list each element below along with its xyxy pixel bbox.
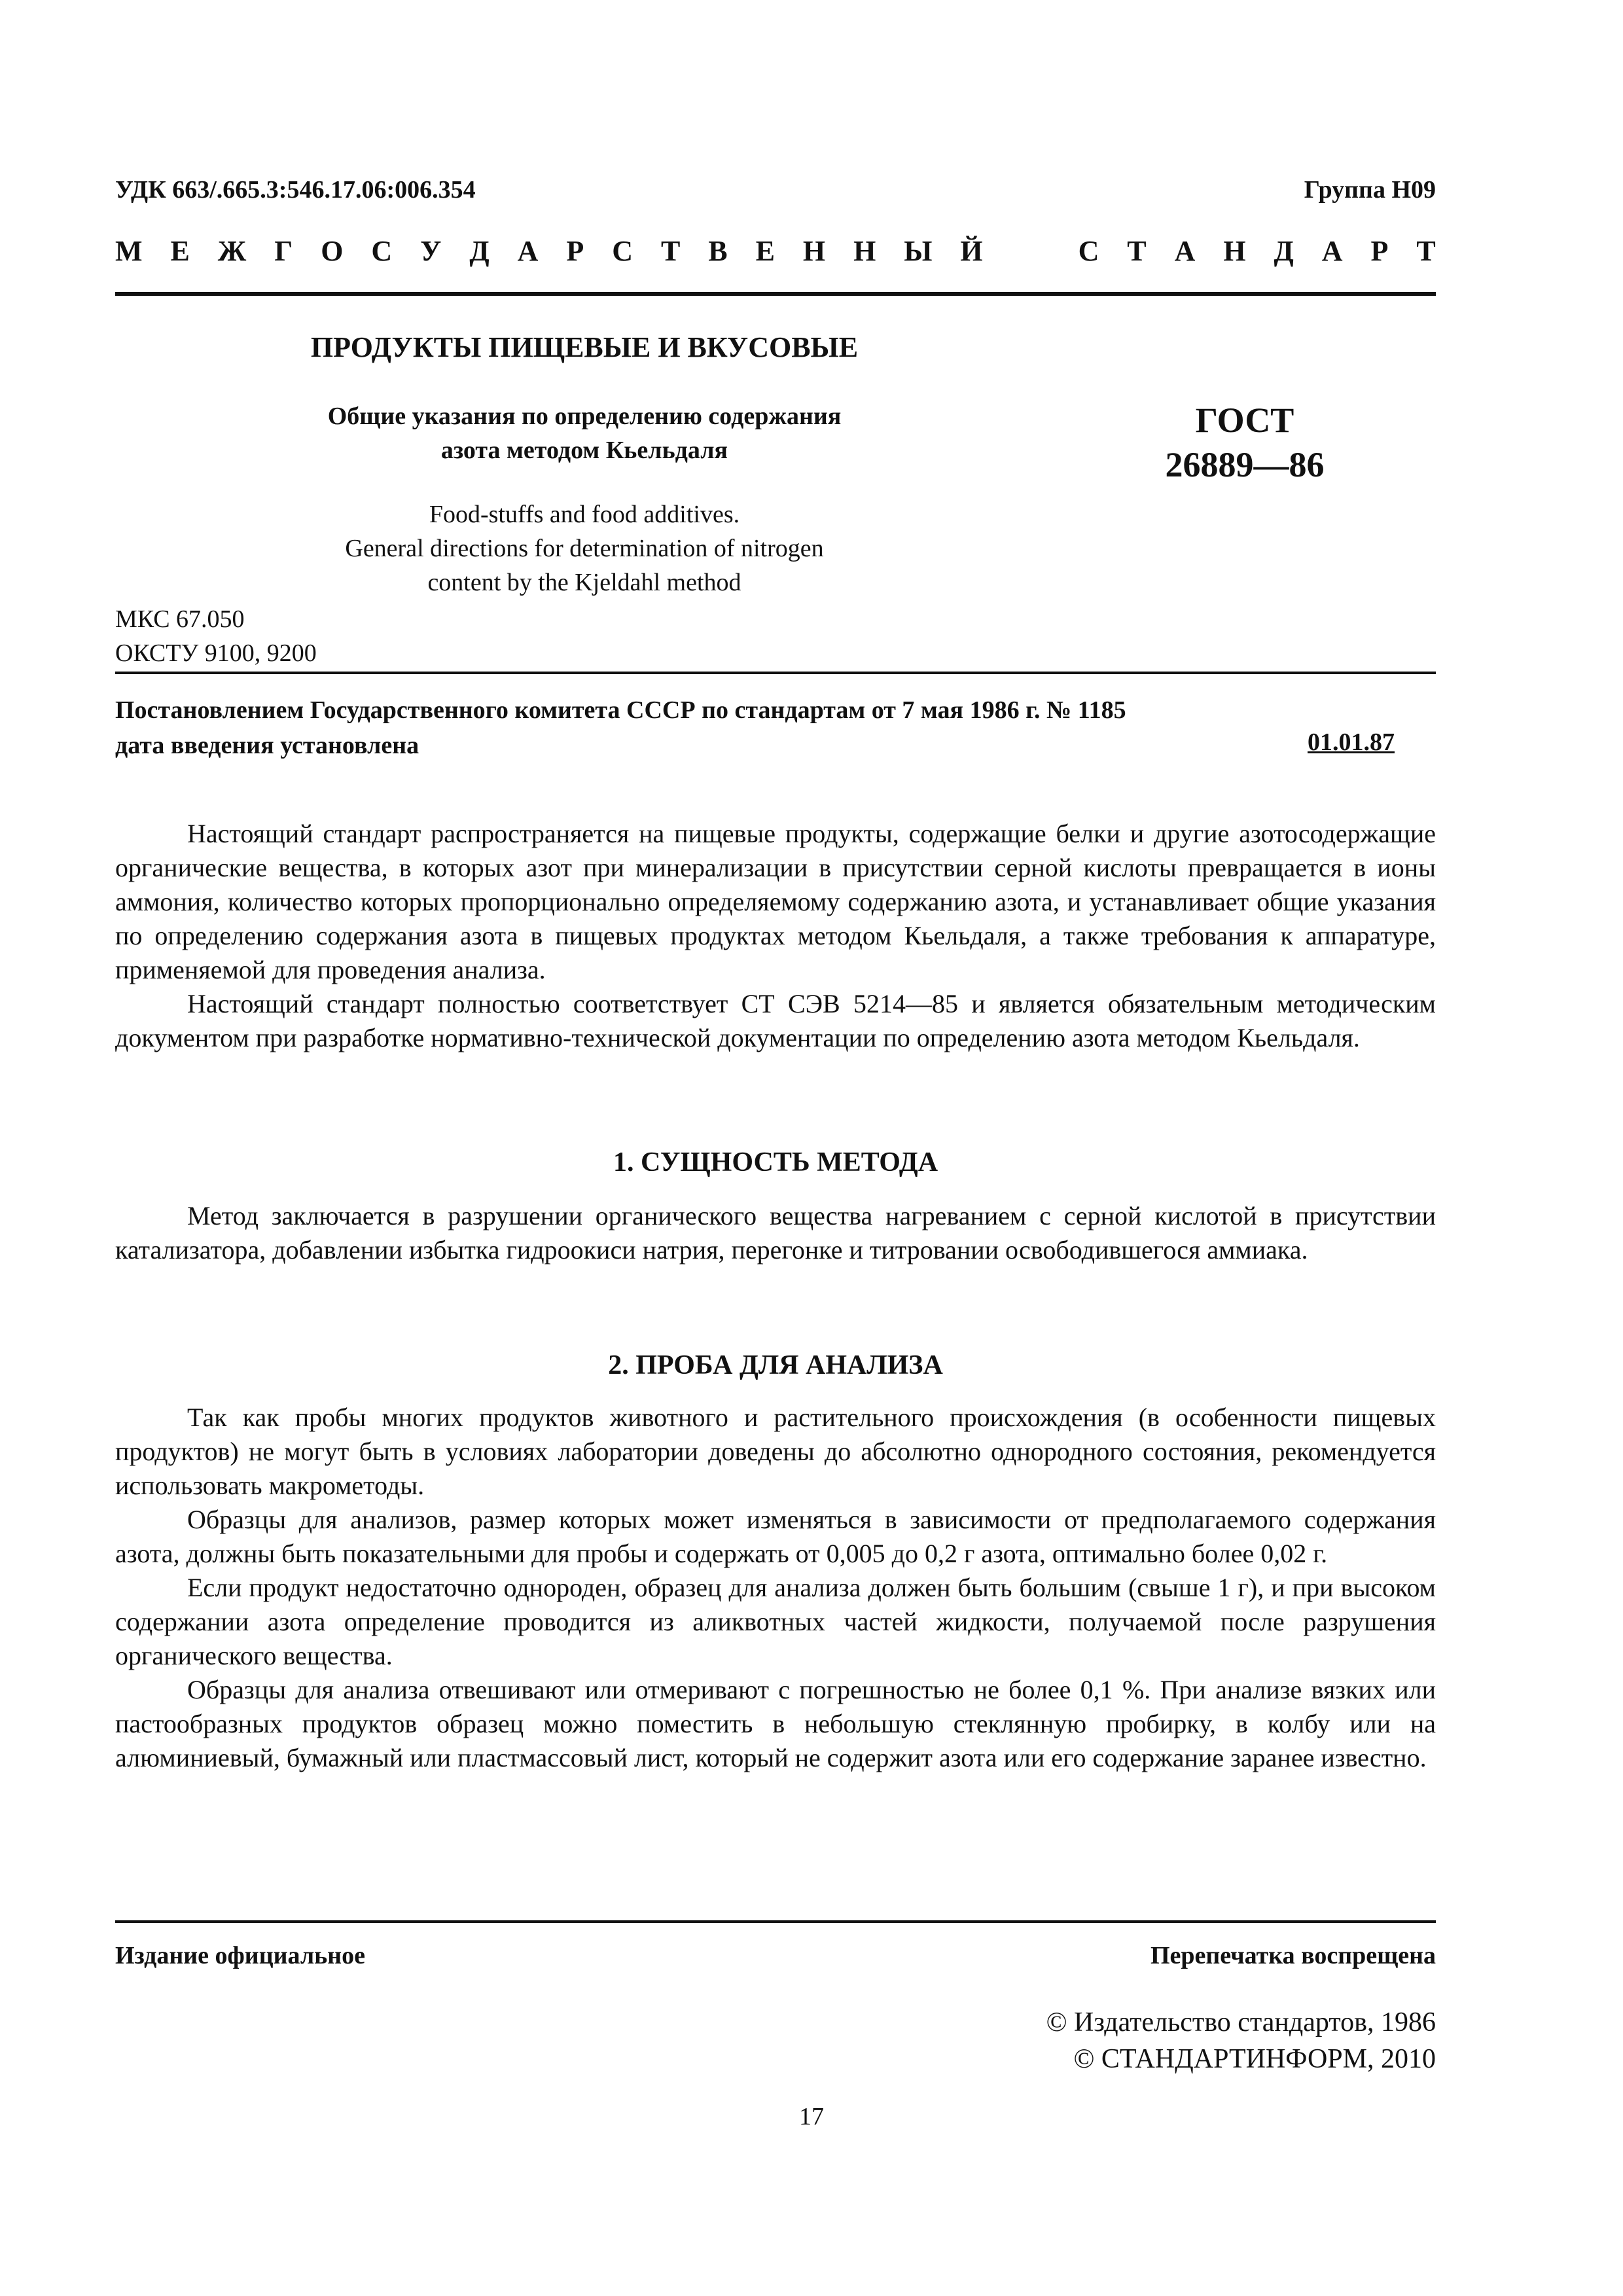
heading-letter: Т <box>1127 235 1147 267</box>
english-line-3: content by the Kjeldahl method <box>427 569 741 596</box>
paragraph: Настоящий стандарт распространяется на пищевые продукты, содержащие белки и другие азотосодержащие органические вещества, в которых азот при минерализации в присутствии серной кислоты превращается в ионы аммония, количество которых пропорционально определяемому содержанию азота, и устанавливает общие указания по определению содержания азота в пищевых продуктах методом Кьельдаля, а также требования к аппаратуре, применяемой для проведения анализа. <box>115 819 1436 984</box>
heading-letter: Й <box>960 235 983 267</box>
heading-letter: Н <box>853 235 876 267</box>
section-2-text <box>115 1401 1436 1775</box>
paragraph: Так как пробы многих продуктов животного и растительного происхождения (в особенности пищевых продуктов) не могут быть в условиях лаборатории доведены до абсолютно однородного состояния, рекомендуется использовать макрометоды. <box>115 1403 1436 1500</box>
gost-number <box>1054 398 1436 487</box>
heading-letter: Н <box>802 235 826 267</box>
heading-letter: В <box>708 235 728 267</box>
paragraph: Метод заключается в разрушении органического вещества нагреванием с серной кислотой в присутствии катализатора, добавлении избытка гидроокиси натрия, перегонке и титровании освободившегося аммиака. <box>115 1201 1436 1265</box>
heading-letter: Е <box>170 235 190 267</box>
paragraph: Образцы для анализов, размер которых может изменяться в зависимости от предполагаемого содержания азота, должны быть показательными для пробы и содержать от 0,005 до 0,2 г азота, оптимально более 0,02 г. <box>115 1505 1436 1568</box>
decree-line: Постановлением Государственного комитета СССР по стандартам от 7 мая 1986 г. № 1185 <box>115 696 1126 724</box>
paragraph: Образцы для анализа отвешивают или отмеривают с погрешностью не более 0,1 %. При анализе вязких или пастообразных продуктов образец можно поместить в небольшую стеклянную пробирку, в колбу или на алюминиевый, бумажный или пластмассовый лист, который не содержит азота или его содержание заранее известно. <box>115 1675 1436 1772</box>
okstu-code: ОКСТУ 9100, 9200 <box>115 639 317 667</box>
introduction-date-label: дата введения установлена <box>115 732 419 759</box>
copyright-line-2: © СТАНДАРТИНФОРМ, 2010 <box>1073 2044 1436 2074</box>
heading-letter: Д <box>469 235 490 267</box>
heading-letter: У <box>420 235 442 267</box>
top-divider <box>115 292 1436 296</box>
heading-letter: А <box>1174 235 1196 267</box>
introduction-date: 01.01.87 <box>1308 728 1395 756</box>
english-line-1: Food-stuffs and food additives. <box>429 501 740 528</box>
classification-codes <box>115 602 317 670</box>
subtitle-line-2: азота методом Кьельдаля <box>440 437 728 464</box>
heading-letter: Ы <box>904 235 933 267</box>
heading-letter: Р <box>1370 235 1389 267</box>
english-line-2: General directions for determination of nitrogen <box>345 535 824 562</box>
heading-letter: А <box>517 235 539 267</box>
bottom-divider <box>115 1920 1436 1923</box>
section-heading-2: 2. ПРОБА ДЛЯ АНАЛИЗА <box>608 1350 943 1380</box>
mks-code: МКС 67.050 <box>115 605 245 633</box>
intro-text <box>115 817 1436 1055</box>
heading-letter: Т <box>660 235 681 267</box>
section-heading-1: 1. СУЩНОСТЬ МЕТОДА <box>613 1147 938 1177</box>
heading-letter: Г <box>274 235 293 267</box>
section-1-text <box>115 1199 1436 1267</box>
heading-letter: С <box>612 235 633 267</box>
decree-block <box>115 692 1126 763</box>
heading-letter: Р <box>566 235 584 267</box>
udk-code: УДК 663/.665.3:546.17.06:006.354 <box>115 176 476 204</box>
heading-letter: О <box>321 235 344 267</box>
heading-letter: А <box>1321 235 1343 267</box>
copyright-line-1: © Издательство стандартов, 1986 <box>1046 2007 1436 2037</box>
page-number: 17 <box>799 2103 824 2130</box>
heading-letter: Ж <box>217 235 247 267</box>
paragraph: Настоящий стандарт полностью соответствует СТ СЭВ 5214—85 и является обязательным методическим документом при разработке нормативно-технической документации по определению азота методом Кьельдаля. <box>115 989 1436 1052</box>
heading-letter: С <box>371 235 393 267</box>
middle-divider <box>115 672 1436 674</box>
subtitle-line-1: Общие указания по определению содержания <box>327 403 842 430</box>
word-gap <box>1011 234 1050 268</box>
paragraph: Если продукт недостаточно однороден, образец для анализа должен быть большим (свыше 1 г), и при высоком содержании азота определение проводится из аликвотных частей жидкости, получаемой после разрушения органического вещества. <box>115 1573 1436 1670</box>
document-title: ПРОДУКТЫ ПИЩЕВЫЕ И ВКУСОВЫЕ <box>310 331 859 363</box>
reprint-note: Перепечатка воспрещена <box>1150 1942 1436 1969</box>
heading-letter: М <box>115 235 143 267</box>
edition-note: Издание официальное <box>115 1942 366 1969</box>
gost-label: ГОСТ <box>1195 401 1294 440</box>
gost-code: 26889—86 <box>1165 445 1325 484</box>
heading-letter: Н <box>1223 235 1246 267</box>
group-code: Группа Н09 <box>1304 176 1436 204</box>
heading-letter: С <box>1078 235 1099 267</box>
document-subtitle <box>115 399 1054 467</box>
heading-letter: Т <box>1416 235 1436 267</box>
heading-letter: Д <box>1274 235 1294 267</box>
interstate-standard-heading <box>115 234 1436 268</box>
heading-letter: Е <box>755 235 775 267</box>
english-title <box>115 497 1054 600</box>
